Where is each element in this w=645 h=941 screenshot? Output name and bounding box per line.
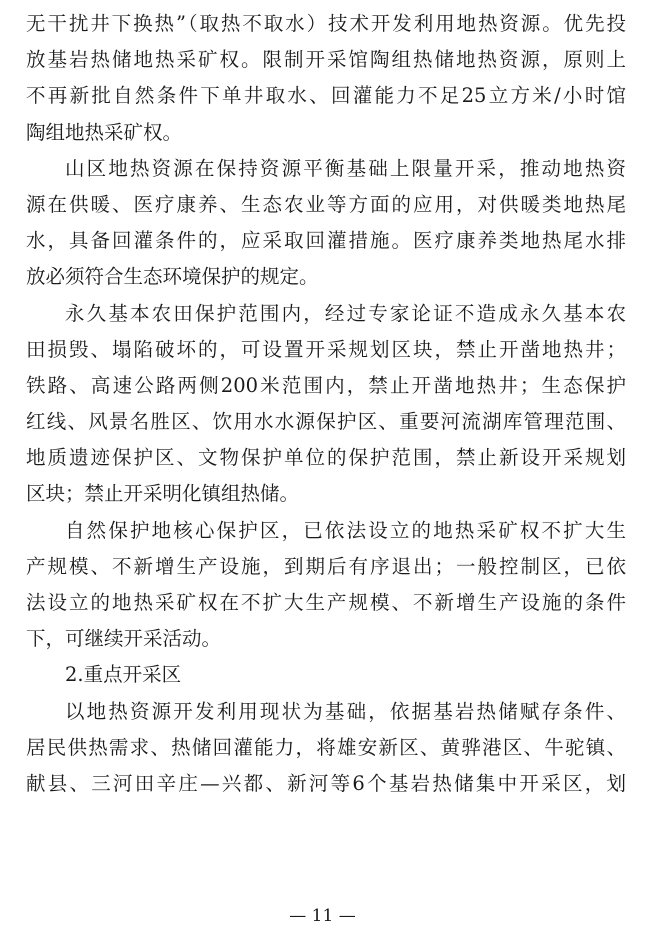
text-line: 居民供热需求、热储回灌能力，将雄安新区、黄骅港区、牛驼镇、 bbox=[26, 735, 626, 759]
section-heading: 2.重点开采区 bbox=[65, 663, 182, 687]
text-line: 放基岩热储地热采矿权。限制开采馆陶组热储地热资源，原则上 bbox=[26, 48, 626, 72]
text-line: 无干扰井下换热”（取热不取水）技术开发利用地热资源。优先投 bbox=[26, 12, 626, 35]
text-line: 法设立的地热采矿权在不扩大生产规模、不新增生产设施的条件 bbox=[26, 591, 626, 614]
text-line: 放必须符合生态环境保护的规定。 bbox=[26, 265, 319, 289]
paragraph-first-line: 永久基本农田保护范围内，经过专家论证不造成永久基本农 bbox=[65, 301, 626, 325]
paragraph-first-line: 自然保护地核心保护区，已依法设立的地热采矿权不扩大生 bbox=[65, 518, 626, 542]
document-body bbox=[26, 6, 626, 802]
paragraph-first-line: 以地热资源开发利用现状为基础，依据基岩热储赋存条件、 bbox=[65, 699, 626, 723]
text-line: 产规模、不新增生产设施，到期后有序退出；一般控制区，已依 bbox=[26, 554, 626, 578]
text-line: 区块；禁止开采明化镇组热储。 bbox=[26, 482, 300, 506]
text-line: 不再新批自然条件下单井取水、回灌能力不足25立方米/小时馆 bbox=[26, 84, 626, 108]
text-line: 铁路、高速公路两侧200米范围内，禁止开凿地热井；生态保护 bbox=[26, 373, 626, 397]
text-line: 下，可继续开采活动。 bbox=[26, 627, 222, 651]
page-number: — 11 — bbox=[289, 906, 356, 926]
paragraph-first-line: 山区地热资源在保持资源平衡基础上限量开采，推动地热资 bbox=[65, 156, 626, 180]
text-line: 献县、三河田辛庄—兴都、新河等6个基岩热储集中开采区，划 bbox=[26, 771, 626, 795]
text-line: 地质遗迹保护区、文物保护单位的保护范围，禁止新设开采规划 bbox=[26, 446, 626, 470]
text-line: 水，具备回灌条件的，应采取回灌措施。医疗康养类地热尾水排 bbox=[26, 229, 626, 253]
text-line: 源在供暖、医疗康养、生态农业等方面的应用，对供暖类地热尾 bbox=[26, 192, 626, 216]
text-line: 田损毁、塌陷破坏的，可设置开采规划区块，禁止开凿地热井； bbox=[26, 337, 626, 361]
text-line: 红线、风景名胜区、饮用水水源保护区、重要河流湖库管理范围、 bbox=[26, 410, 626, 434]
text-line: 陶组地热采矿权。 bbox=[26, 120, 183, 144]
